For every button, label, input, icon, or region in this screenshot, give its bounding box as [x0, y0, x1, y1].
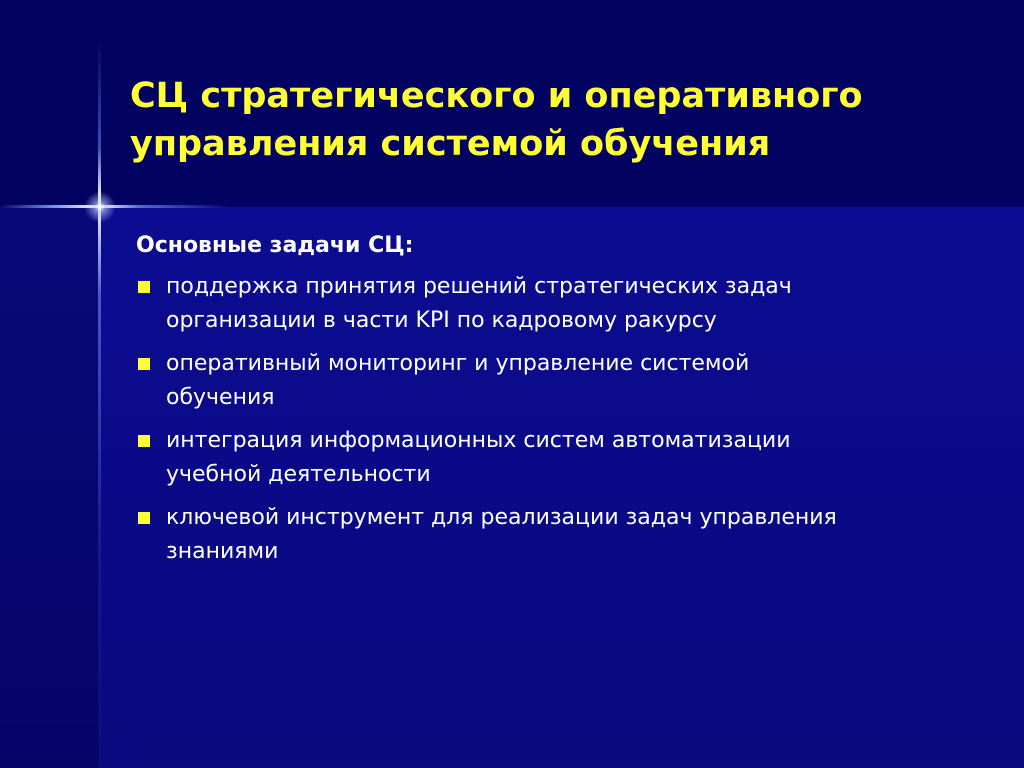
list-item-line: поддержка принятия решений стратегических задач	[166, 274, 792, 299]
left-sidebar-band	[0, 207, 100, 768]
list-item-line: ключевой инструмент для реализации задач управления	[166, 505, 837, 530]
list-item	[136, 347, 976, 415]
tasks-list	[136, 270, 976, 569]
tasks-heading: Основные задачи СЦ:	[136, 233, 414, 258]
list-item-line: знаниями	[166, 539, 279, 564]
list-item-line: интеграция информационных систем автоматизации	[166, 428, 791, 453]
star-sparkle-icon	[84, 191, 116, 223]
list-item	[136, 501, 976, 569]
vertical-glow-line	[98, 40, 101, 768]
list-item-line: организации в части KPI по кадровому ракурсу	[166, 308, 717, 333]
list-item-line: оперативный мониторинг и управление системой	[166, 351, 750, 376]
square-bullet-icon	[138, 512, 150, 524]
list-item-line: учебной деятельности	[166, 462, 431, 487]
list-item	[136, 270, 976, 338]
slide-title-line: управления системой обучения	[130, 124, 771, 164]
square-bullet-icon	[138, 435, 150, 447]
list-item	[136, 424, 976, 492]
square-bullet-icon	[138, 358, 150, 370]
square-bullet-icon	[138, 281, 150, 293]
slide-body	[136, 228, 976, 578]
slide-title	[130, 72, 990, 168]
list-item-line: обучения	[166, 385, 275, 410]
slide-title-line: СЦ стратегического и оперативного	[130, 76, 863, 116]
